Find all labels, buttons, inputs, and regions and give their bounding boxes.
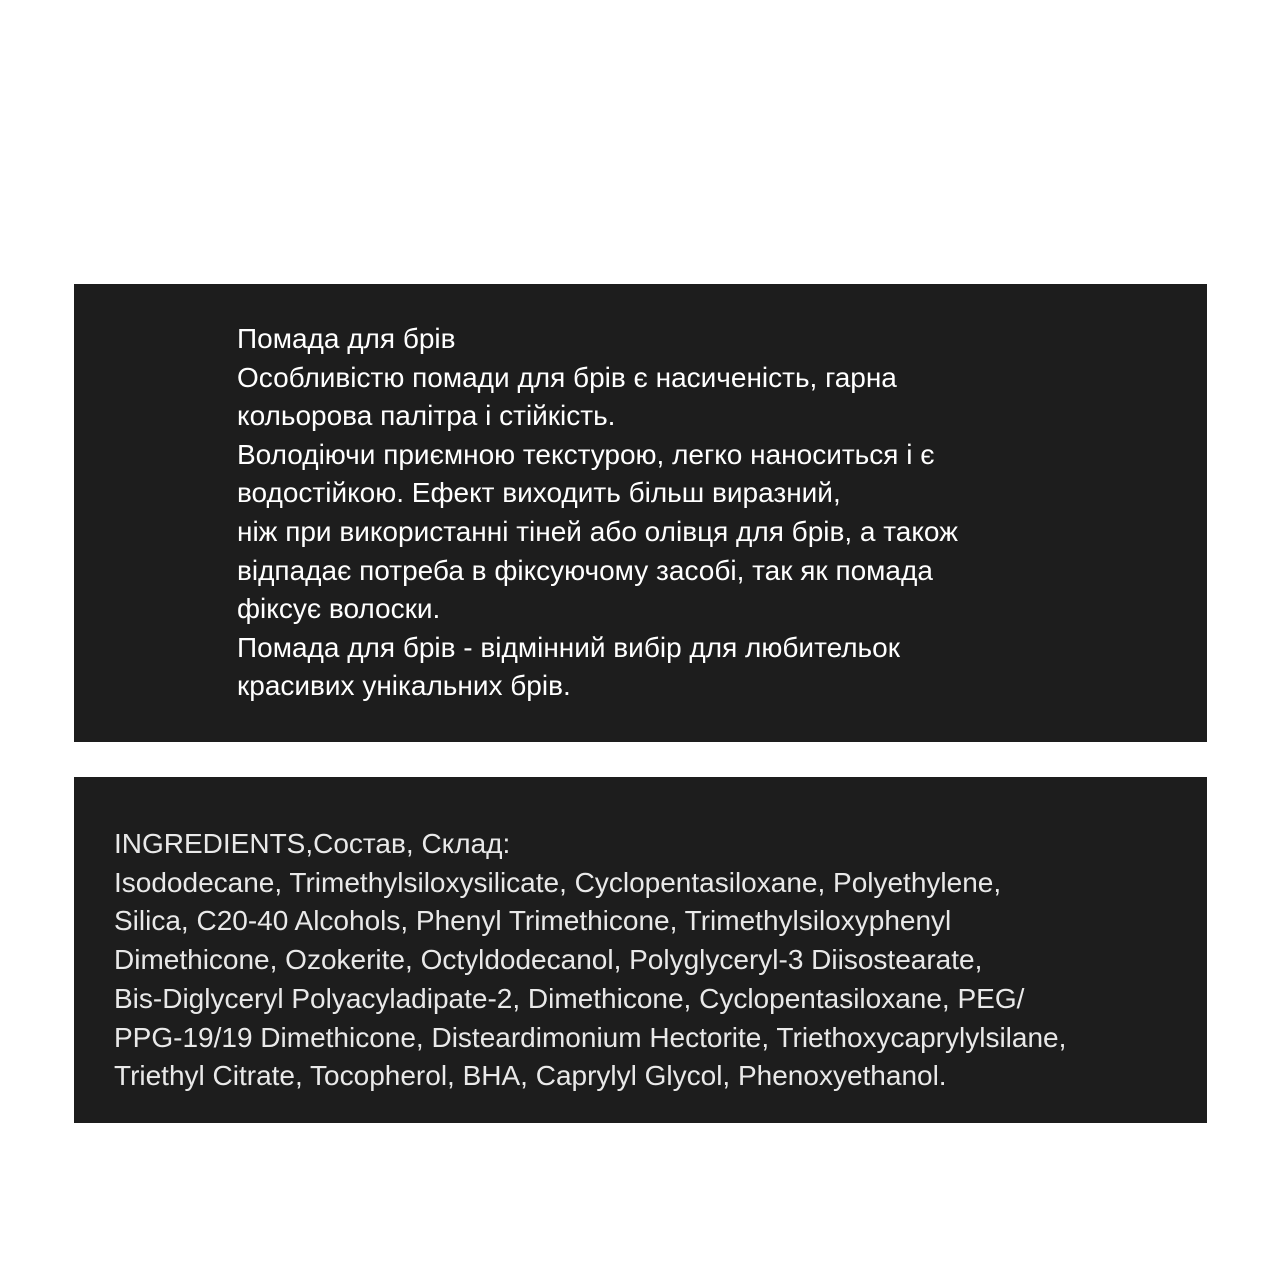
description-line: відпадає потреба в фіксуючому засобі, так як помада	[237, 554, 933, 586]
ingredients-heading: INGREDIENTS,Состав, Склад:	[114, 828, 511, 859]
ingredients-panel	[74, 777, 1207, 1123]
ingredients-line: Bis-Diglyceryl Polyacyladipate-2, Dimethicone, Cyclopentasiloxane, PEG/	[114, 982, 1025, 1014]
ingredients-line: Silica, C20-40 Alcohols, Phenyl Trimethicone, Trimethylsiloxyphenyl	[114, 905, 952, 937]
description-line: ніж при використанні тіней або олівця для брів, а також	[237, 515, 958, 547]
ingredients-text	[114, 825, 1066, 1096]
description-panel	[74, 284, 1207, 742]
description-line: Особливістю помади для брів є насиченість, гарна	[237, 361, 897, 393]
ingredients-line: Triethyl Citrate, Tocopherol, BHA, Caprylyl Glycol, Phenoxyethanol.	[114, 1060, 947, 1092]
description-line: Володіючи приємною текстурою, легко наноситься і є	[237, 438, 935, 470]
description-line: красивих унікальних брів.	[237, 670, 571, 702]
description-line: водостійкою. Ефект виходить більш виразний,	[237, 477, 841, 509]
description-line: Помада для брів - відмінний вибір для любительок	[237, 631, 900, 663]
description-line: кольорова палітра і стійкість.	[237, 400, 616, 432]
description-title: Помада для брів	[237, 323, 456, 354]
ingredients-line: Dimethicone, Ozokerite, Octyldodecanol, Polyglyceryl-3 Diisostearate,	[114, 944, 983, 976]
ingredients-line: PPG-19/19 Dimethicone, Disteardimonium Hectorite, Triethoxycaprylylsilane,	[114, 1021, 1067, 1053]
ingredients-line: Isododecane, Trimethylsiloxysilicate, Cyclopentasiloxane, Polyethylene,	[114, 866, 1002, 898]
description-line: фіксує волоски.	[237, 593, 441, 625]
description-text	[237, 320, 958, 706]
